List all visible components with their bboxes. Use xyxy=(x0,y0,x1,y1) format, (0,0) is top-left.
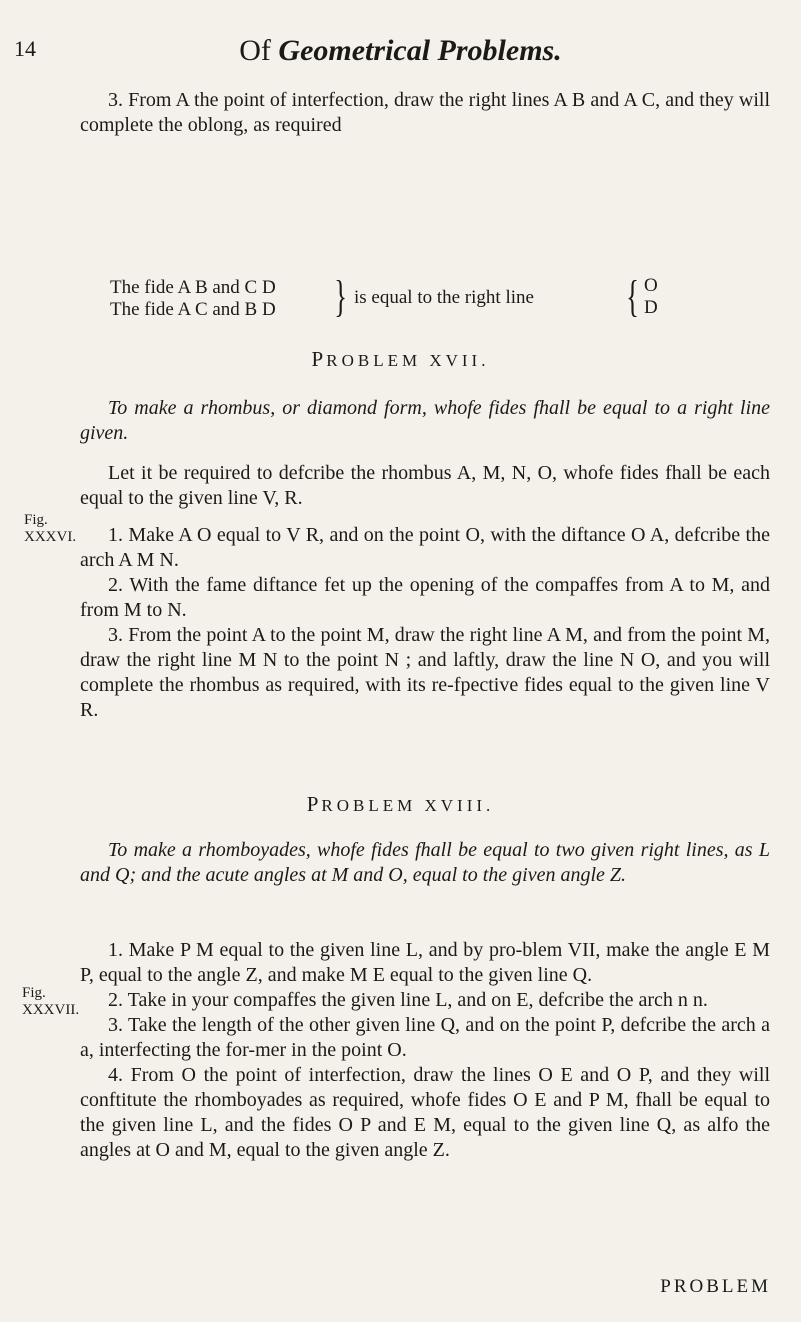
problem-18-step-1: 1. Make P M equal to the given line L, and by pro-blem VII, make the angle E M P, equal to the angle Z, and make M E equal to the given line Q. xyxy=(80,939,770,986)
sides-equation xyxy=(110,272,750,325)
page-number: 14 xyxy=(14,36,36,61)
running-title xyxy=(0,34,801,68)
fig-36-marker: Fig. XXXVI. xyxy=(24,512,77,545)
equal-text: is equal to the right line xyxy=(354,287,534,308)
problem-17-intro: Let it be required to defcribe the rhombus A, M, N, O, whofe fides fhall be each equal to the given line V, R. xyxy=(80,462,770,509)
sides-line-2: The fide A C and B D xyxy=(110,299,276,320)
problem-17-step-1: 1. Make A O equal to V R, and on the point O, with the diftance O A, defcribe the arch A M N. xyxy=(80,524,770,571)
problem-18-steps xyxy=(80,938,770,1163)
problem-17-title: To make a rhombus, or diamond form, whofe fides fhall be equal to a right line given. xyxy=(80,397,770,444)
letter-1: O xyxy=(644,275,658,296)
problem-18-step-4: 4. From O the point of interfection, draw the lines O E and O P, and they will conftitute the rhomboyades as required, whofe fides O E and P M, fhall be equal to the given line L, and the fides O P and E M, equal to the given line Q, as alfo the angles at O and M, equal to the given angle Z. xyxy=(80,1064,770,1161)
problem-17-step-2: 2. With the fame diftance fet up the opening of the compaffes from A to M, and from M to N. xyxy=(80,574,770,621)
problem-18-step-2: 2. Take in your compaffes the given line L, and on E, defcribe the arch n n. xyxy=(108,989,708,1011)
problem-18-title: To make a rhomboyades, whofe fides fhall be equal to two given right lines, as L and Q; and the acute angles at M and O, equal to the given angle Z. xyxy=(80,839,770,886)
problem-18-heading: PROBLEM XVIII. xyxy=(306,792,495,816)
problem-17-heading: PROBLEM XVII. xyxy=(311,347,490,371)
running-title-prefix: Of xyxy=(239,34,279,67)
problem-17-step-3: 3. From the point A to the point M, draw the right line A M, and from the point M, draw the right line M N to the point N ; and laftly, draw the line N O, and you will complete the rhombus as required, with its re-fpective fides equal to the given line V R. xyxy=(80,624,770,721)
left-brace: } xyxy=(334,272,347,321)
letter-2: D xyxy=(644,297,658,318)
running-title-italic: Geometrical Problems. xyxy=(278,34,562,67)
problem-18-step-3: 3. Take the length of the other given line Q, and on the point P, defcribe the arch a a, interfecting the for-mer in the point O. xyxy=(80,1014,770,1061)
right-brace: { xyxy=(626,272,639,321)
sides-line-1: The fide A B and C D xyxy=(110,277,276,298)
fig-37-marker: Fig. XXXVII. xyxy=(22,985,80,1018)
catchword: PROBLEM xyxy=(660,1276,771,1297)
brace-letters xyxy=(644,275,658,319)
intro-step-3: 3. From A the point of interfection, draw the right lines A B and A C, and they will complete the oblong, as required xyxy=(80,89,770,136)
problem-17-steps xyxy=(80,523,770,723)
